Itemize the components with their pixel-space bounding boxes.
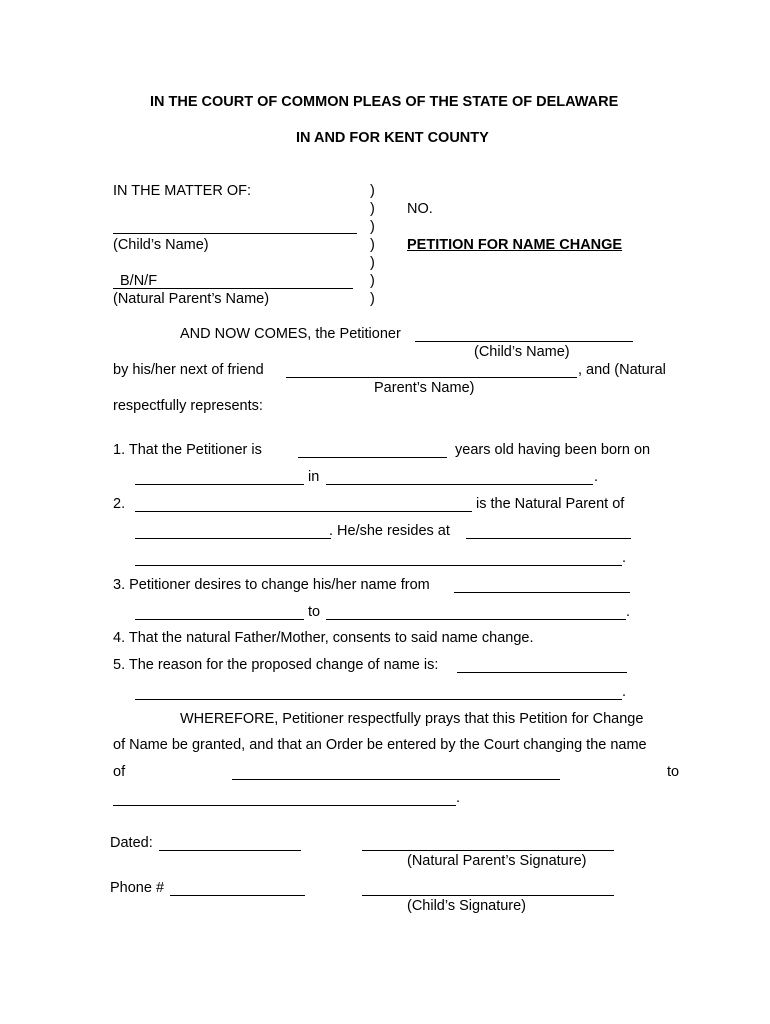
item-2-number: 2. bbox=[113, 496, 126, 512]
and-now-text: AND NOW COMES, the Petitioner bbox=[180, 326, 401, 342]
period: . bbox=[456, 790, 461, 806]
child-name-label: (Child’s Name) bbox=[113, 237, 209, 253]
child-line[interactable] bbox=[135, 538, 331, 539]
respectfully-text: respectfully represents: bbox=[113, 398, 263, 414]
court-title: IN THE COURT OF COMMON PLEAS OF THE STATE OF DELAWARE bbox=[150, 94, 619, 110]
address-line-2[interactable] bbox=[135, 565, 622, 566]
paren: ) bbox=[370, 219, 375, 235]
and-natural-text: , and (Natural bbox=[578, 362, 666, 378]
item-5-text: 5. The reason for the proposed change of name is: bbox=[113, 657, 439, 673]
dated-line[interactable] bbox=[159, 850, 301, 851]
new-name-final-line[interactable] bbox=[113, 805, 456, 806]
period: . bbox=[622, 550, 627, 566]
parent-signature-label: (Natural Parent’s Signature) bbox=[407, 853, 587, 869]
address-line-1[interactable] bbox=[466, 538, 631, 539]
paren: ) bbox=[370, 273, 375, 289]
old-name-line[interactable] bbox=[232, 779, 560, 780]
natural-parent-line[interactable] bbox=[135, 511, 472, 512]
resides-at-text: . He/she resides at bbox=[329, 523, 450, 539]
parent-name-line[interactable] bbox=[113, 288, 353, 289]
age-line[interactable] bbox=[298, 457, 447, 458]
child-name-line[interactable] bbox=[113, 233, 357, 234]
phone-line[interactable] bbox=[170, 895, 305, 896]
parent-name-sublabel: Parent’s Name) bbox=[374, 380, 475, 396]
current-name-line[interactable] bbox=[454, 592, 630, 593]
matter-label: IN THE MATTER OF: bbox=[113, 183, 252, 199]
new-name-line[interactable] bbox=[326, 619, 626, 620]
to-text: to bbox=[308, 604, 321, 620]
birth-place-line[interactable] bbox=[326, 484, 593, 485]
parent-name-label: (Natural Parent’s Name) bbox=[113, 291, 270, 307]
county-title: IN AND FOR KENT COUNTY bbox=[296, 130, 489, 146]
period: . bbox=[622, 684, 627, 700]
in-text: in bbox=[308, 469, 320, 485]
wherefore-line-1: WHEREFORE, Petitioner respectfully prays that this Petition for Change bbox=[180, 711, 644, 727]
petitioner-name-line[interactable] bbox=[415, 341, 633, 342]
reason-line-2[interactable] bbox=[135, 699, 622, 700]
paren: ) bbox=[370, 291, 375, 307]
item-1-text: 1. That the Petitioner is bbox=[113, 442, 262, 458]
item-1-born-text: years old having been born on bbox=[455, 442, 651, 458]
phone-label: Phone # bbox=[110, 880, 165, 896]
child-signature-label: (Child’s Signature) bbox=[407, 898, 527, 914]
dated-label: Dated: bbox=[110, 835, 153, 851]
item-3-text: 3. Petitioner desires to change his/her name from bbox=[113, 577, 430, 593]
of-text: of bbox=[113, 764, 126, 780]
paren: ) bbox=[370, 255, 375, 271]
to-text: to bbox=[667, 764, 680, 780]
next-friend-line[interactable] bbox=[286, 377, 577, 378]
paren: ) bbox=[370, 183, 375, 199]
petition-title: PETITION FOR NAME CHANGE bbox=[407, 237, 623, 253]
child-name-sublabel: (Child’s Name) bbox=[474, 344, 570, 360]
parent-signature-line[interactable] bbox=[362, 850, 614, 851]
item-4-text: 4. That the natural Father/Mother, consents to said name change. bbox=[113, 630, 534, 646]
wherefore-line-2: of Name be granted, and that an Order be entered by the Court changing the name bbox=[113, 737, 647, 753]
case-number-label: NO. bbox=[407, 201, 433, 217]
natural-parent-of-text: is the Natural Parent of bbox=[476, 496, 625, 512]
paren: ) bbox=[370, 201, 375, 217]
period: . bbox=[594, 469, 599, 485]
period: . bbox=[626, 604, 631, 620]
bnf-label: B/N/F bbox=[120, 273, 158, 289]
paren: ) bbox=[370, 237, 375, 253]
child-signature-line[interactable] bbox=[362, 895, 614, 896]
reason-line-1[interactable] bbox=[457, 672, 627, 673]
birth-date-line[interactable] bbox=[135, 484, 304, 485]
current-name-line-2[interactable] bbox=[135, 619, 304, 620]
next-friend-text: by his/her next of friend bbox=[113, 362, 264, 378]
